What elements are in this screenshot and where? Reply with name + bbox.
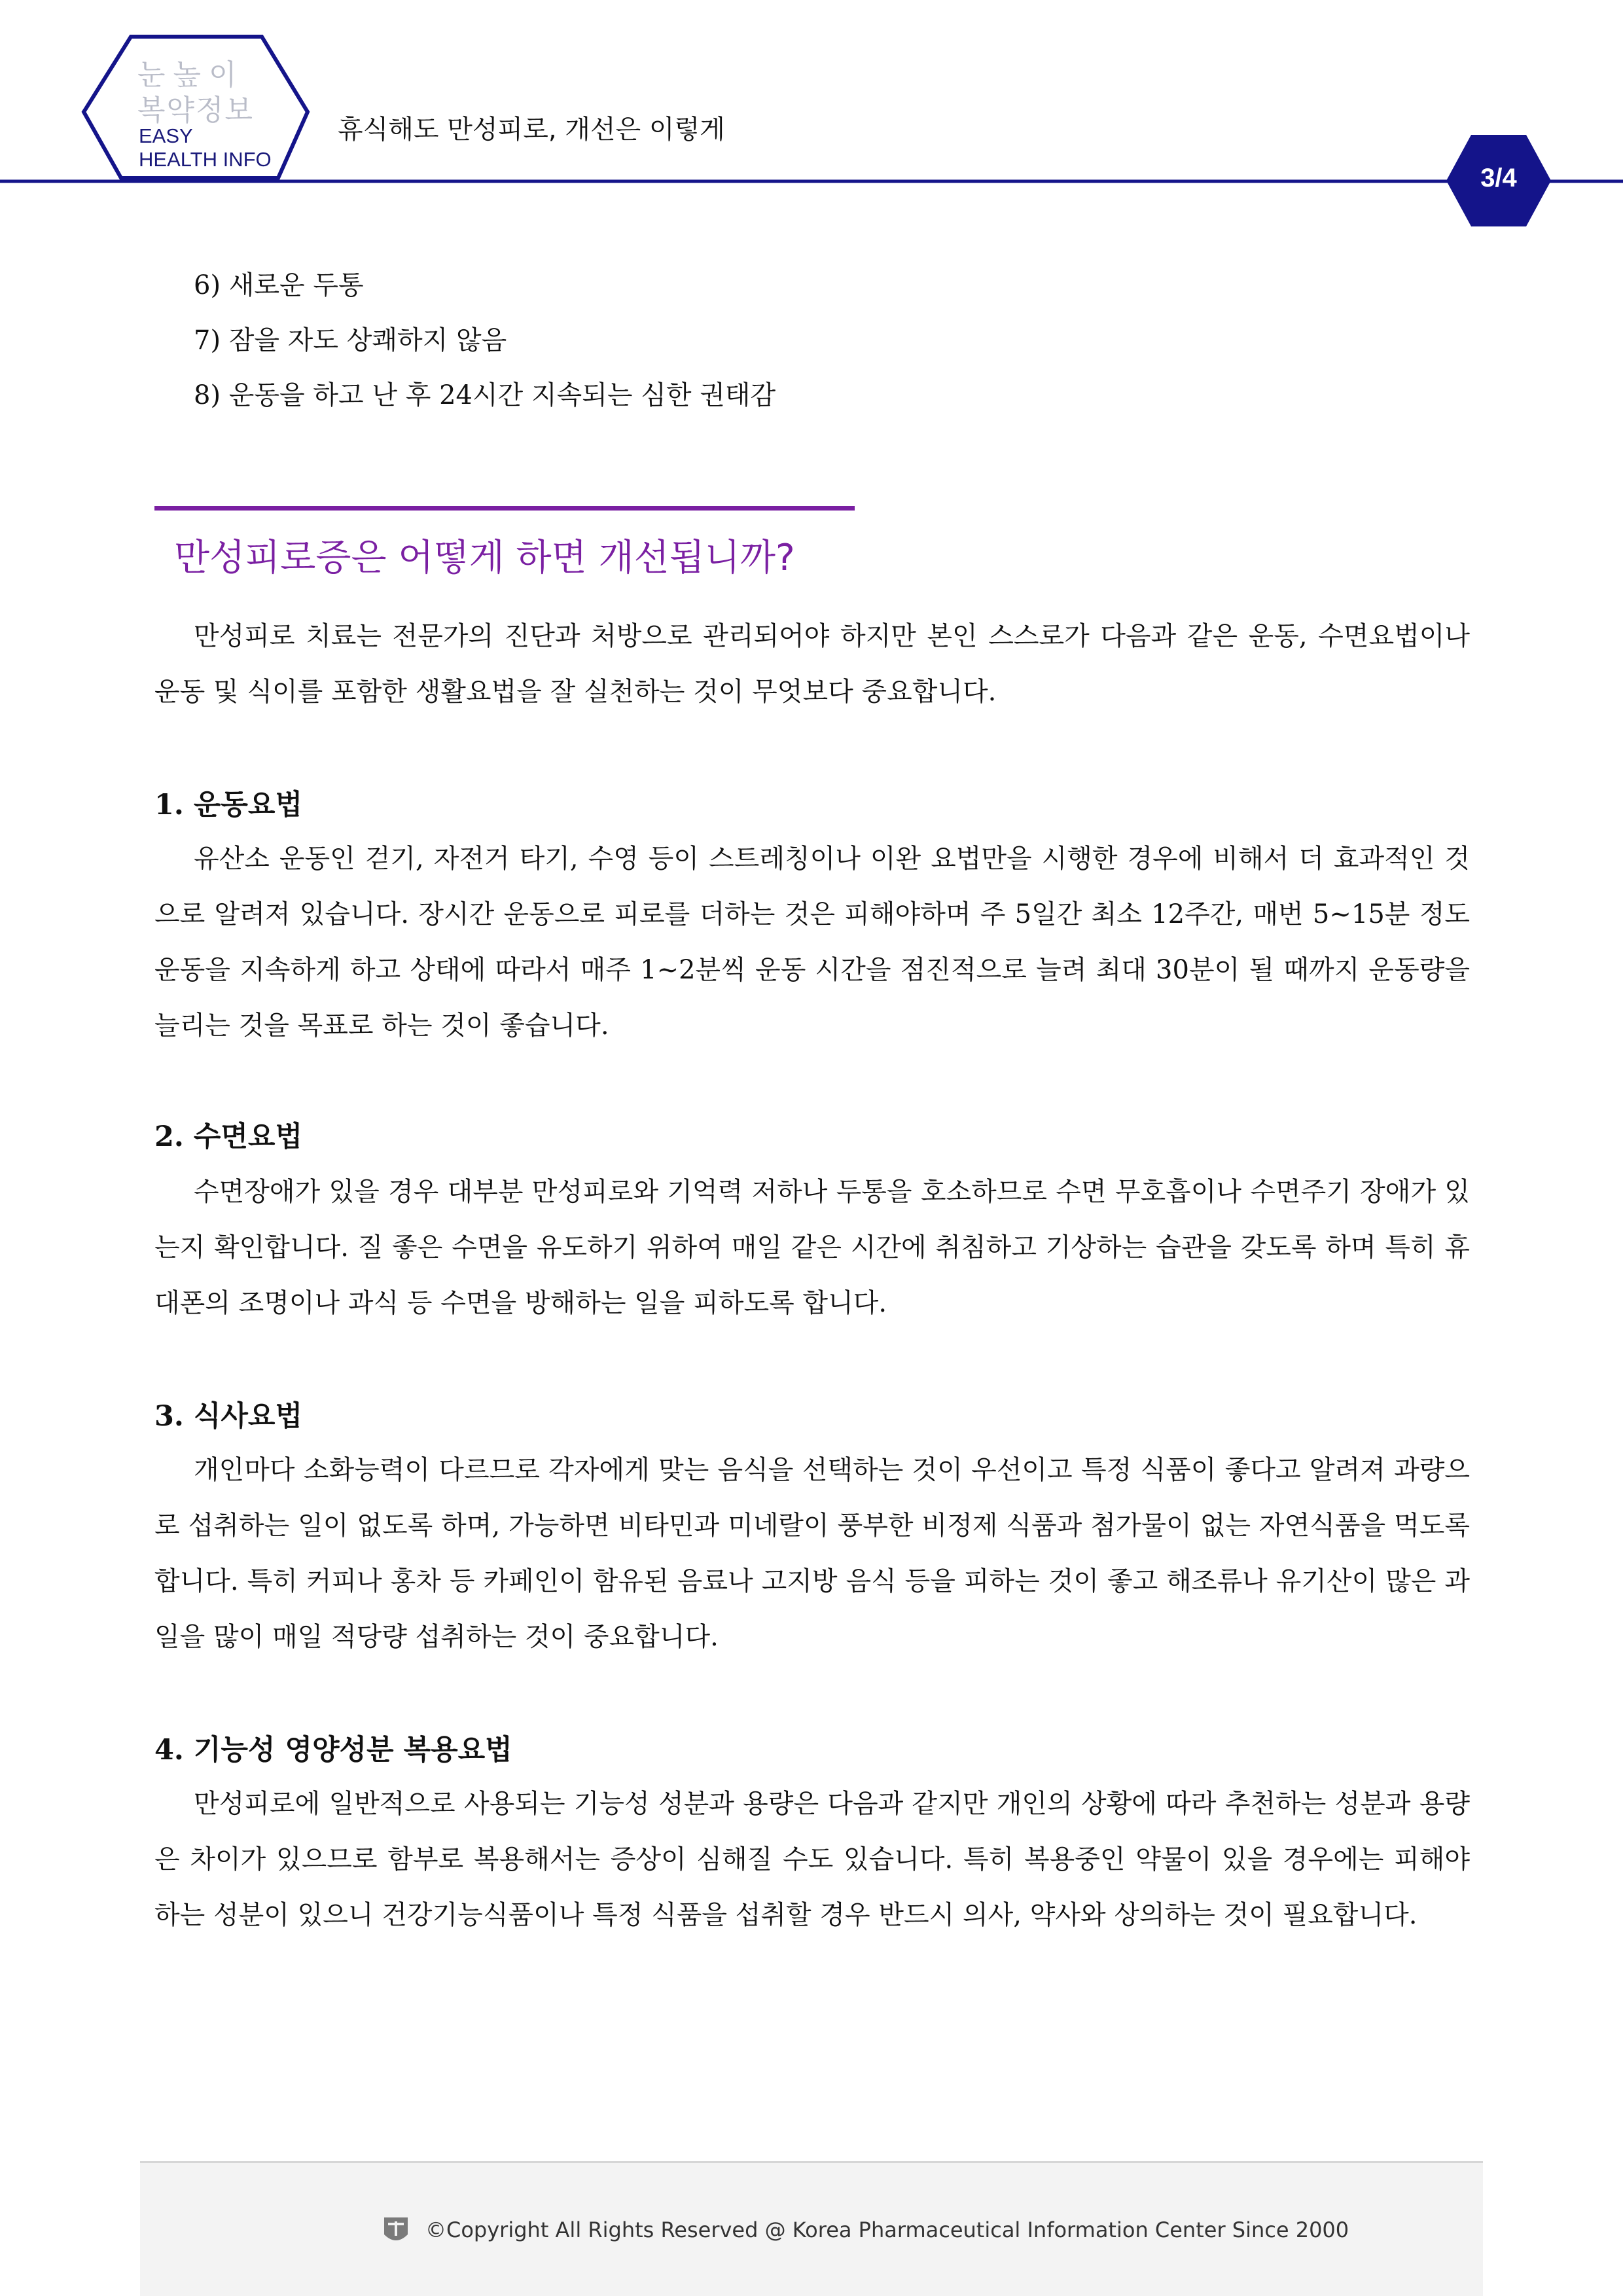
kpic-emblem-icon	[382, 2215, 410, 2248]
subsection-body-diet: 개인마다 소화능력이 다르므로 각자에게 맞는 음식을 선택하는 것이 우선이고 특정 식품이 좋다고 알려져 과량으로 섭취하는 일이 없도록 하며, 가능하면 비타민과 미네랄이 풍부한 비정제 식품과 첨가물이 없는 자연식품을 먹도록 합니다. 특히 커피나 홍차 등 카페인이 함유된 음료나 고지방 음식 등을 피하는 것이 좋고 해조류나 유기산이 많은 과일을 많이 매일 적당량 섭취하는 것이 중요합니다.	[154, 1455, 1470, 1652]
list-item: 6) 새로운 두통	[194, 270, 364, 300]
logo-text-english: EASY	[139, 124, 193, 147]
document-title: 휴식해도 만성피로, 개선은 이렇게	[338, 115, 725, 145]
logo-text-korean-2: 복약정보	[137, 94, 255, 126]
subsection-body-sleep: 수면장애가 있을 경우 대부분 만성피로와 기억력 저하나 두통을 호소하므로 수면 무호흡이나 수면주기 장애가 있는지 확인합니다. 질 좋은 수면을 유도하기 위하여 매일 같은 시간에 취침하고 기상하는 습관을 갖도록 하며 특히 휴대폰의 조명이나 과식 등 수면을 방해하는 일을 피하도록 합니다.	[154, 1177, 1470, 1318]
logo-text-english-2: HEALTH INFO	[139, 148, 272, 171]
list-item: 8) 운동을 하고 난 후 24시간 지속되는 심한 권태감	[194, 380, 776, 410]
subsection-heading-supplement: 4. 기능성 영양성분 복용요법	[154, 1734, 512, 1767]
intro-paragraph: 만성피로 치료는 전문가의 진단과 처방으로 관리되어야 하지만 본인 스스로가 다음과 같은 운동, 수면요법이나 운동 및 식이를 포함한 생활요법을 잘 실천하는 것이 무엇보다 중요합니다.	[154, 621, 1470, 707]
section-title: 만성피로증은 어떻게 하면 개선됩니까?	[174, 537, 795, 579]
subsection-heading-diet: 3. 식사요법	[154, 1400, 303, 1433]
copyright-text: ©Copyright All Rights Reserved @ Korea Pharmaceutical Information Center Since 2000	[425, 2217, 1349, 2242]
subsection-heading-exercise: 1. 운동요법	[154, 789, 303, 821]
subsection-heading-sleep: 2. 수면요법	[154, 1121, 303, 1153]
list-item: 7) 잠을 자도 상쾌하지 않음	[194, 325, 507, 355]
logo-text-korean: 눈높이	[137, 59, 245, 91]
subsection-body-supplement: 만성피로에 일반적으로 사용되는 기능성 성분과 용량은 다음과 같지만 개인의 상황에 따라 추천하는 성분과 용량은 차이가 있으므로 함부로 복용해서는 증상이 심해질 수도 있습니다. 특히 복용중인 약물이 있을 경우에는 피해야 하는 성분이 있으니 건강기능식품이나 특정 식품을 섭취할 경우 반드시 의사, 약사와 상의하는 것이 필요합니다.	[154, 1789, 1470, 1930]
section-divider	[154, 506, 855, 511]
subsection-body-exercise: 유산소 운동인 걷기, 자전거 타기, 수영 등이 스트레칭이나 이완 요법만을 시행한 경우에 비해서 더 효과적인 것으로 알려져 있습니다. 장시간 운동으로 피로를 더하는 것은 피해야하며 주 5일간 최소 12주간, 매번 5~15분 정도 운동을 지속하게 하고 상태에 따라서 매주 1~2분씩 운동 시간을 점진적으로 늘려 최대 30분이 될 때까지 운동량을 늘리는 것을 목표로 하는 것이 좋습니다.	[154, 844, 1470, 1041]
page-number: 3/4	[1480, 164, 1517, 192]
